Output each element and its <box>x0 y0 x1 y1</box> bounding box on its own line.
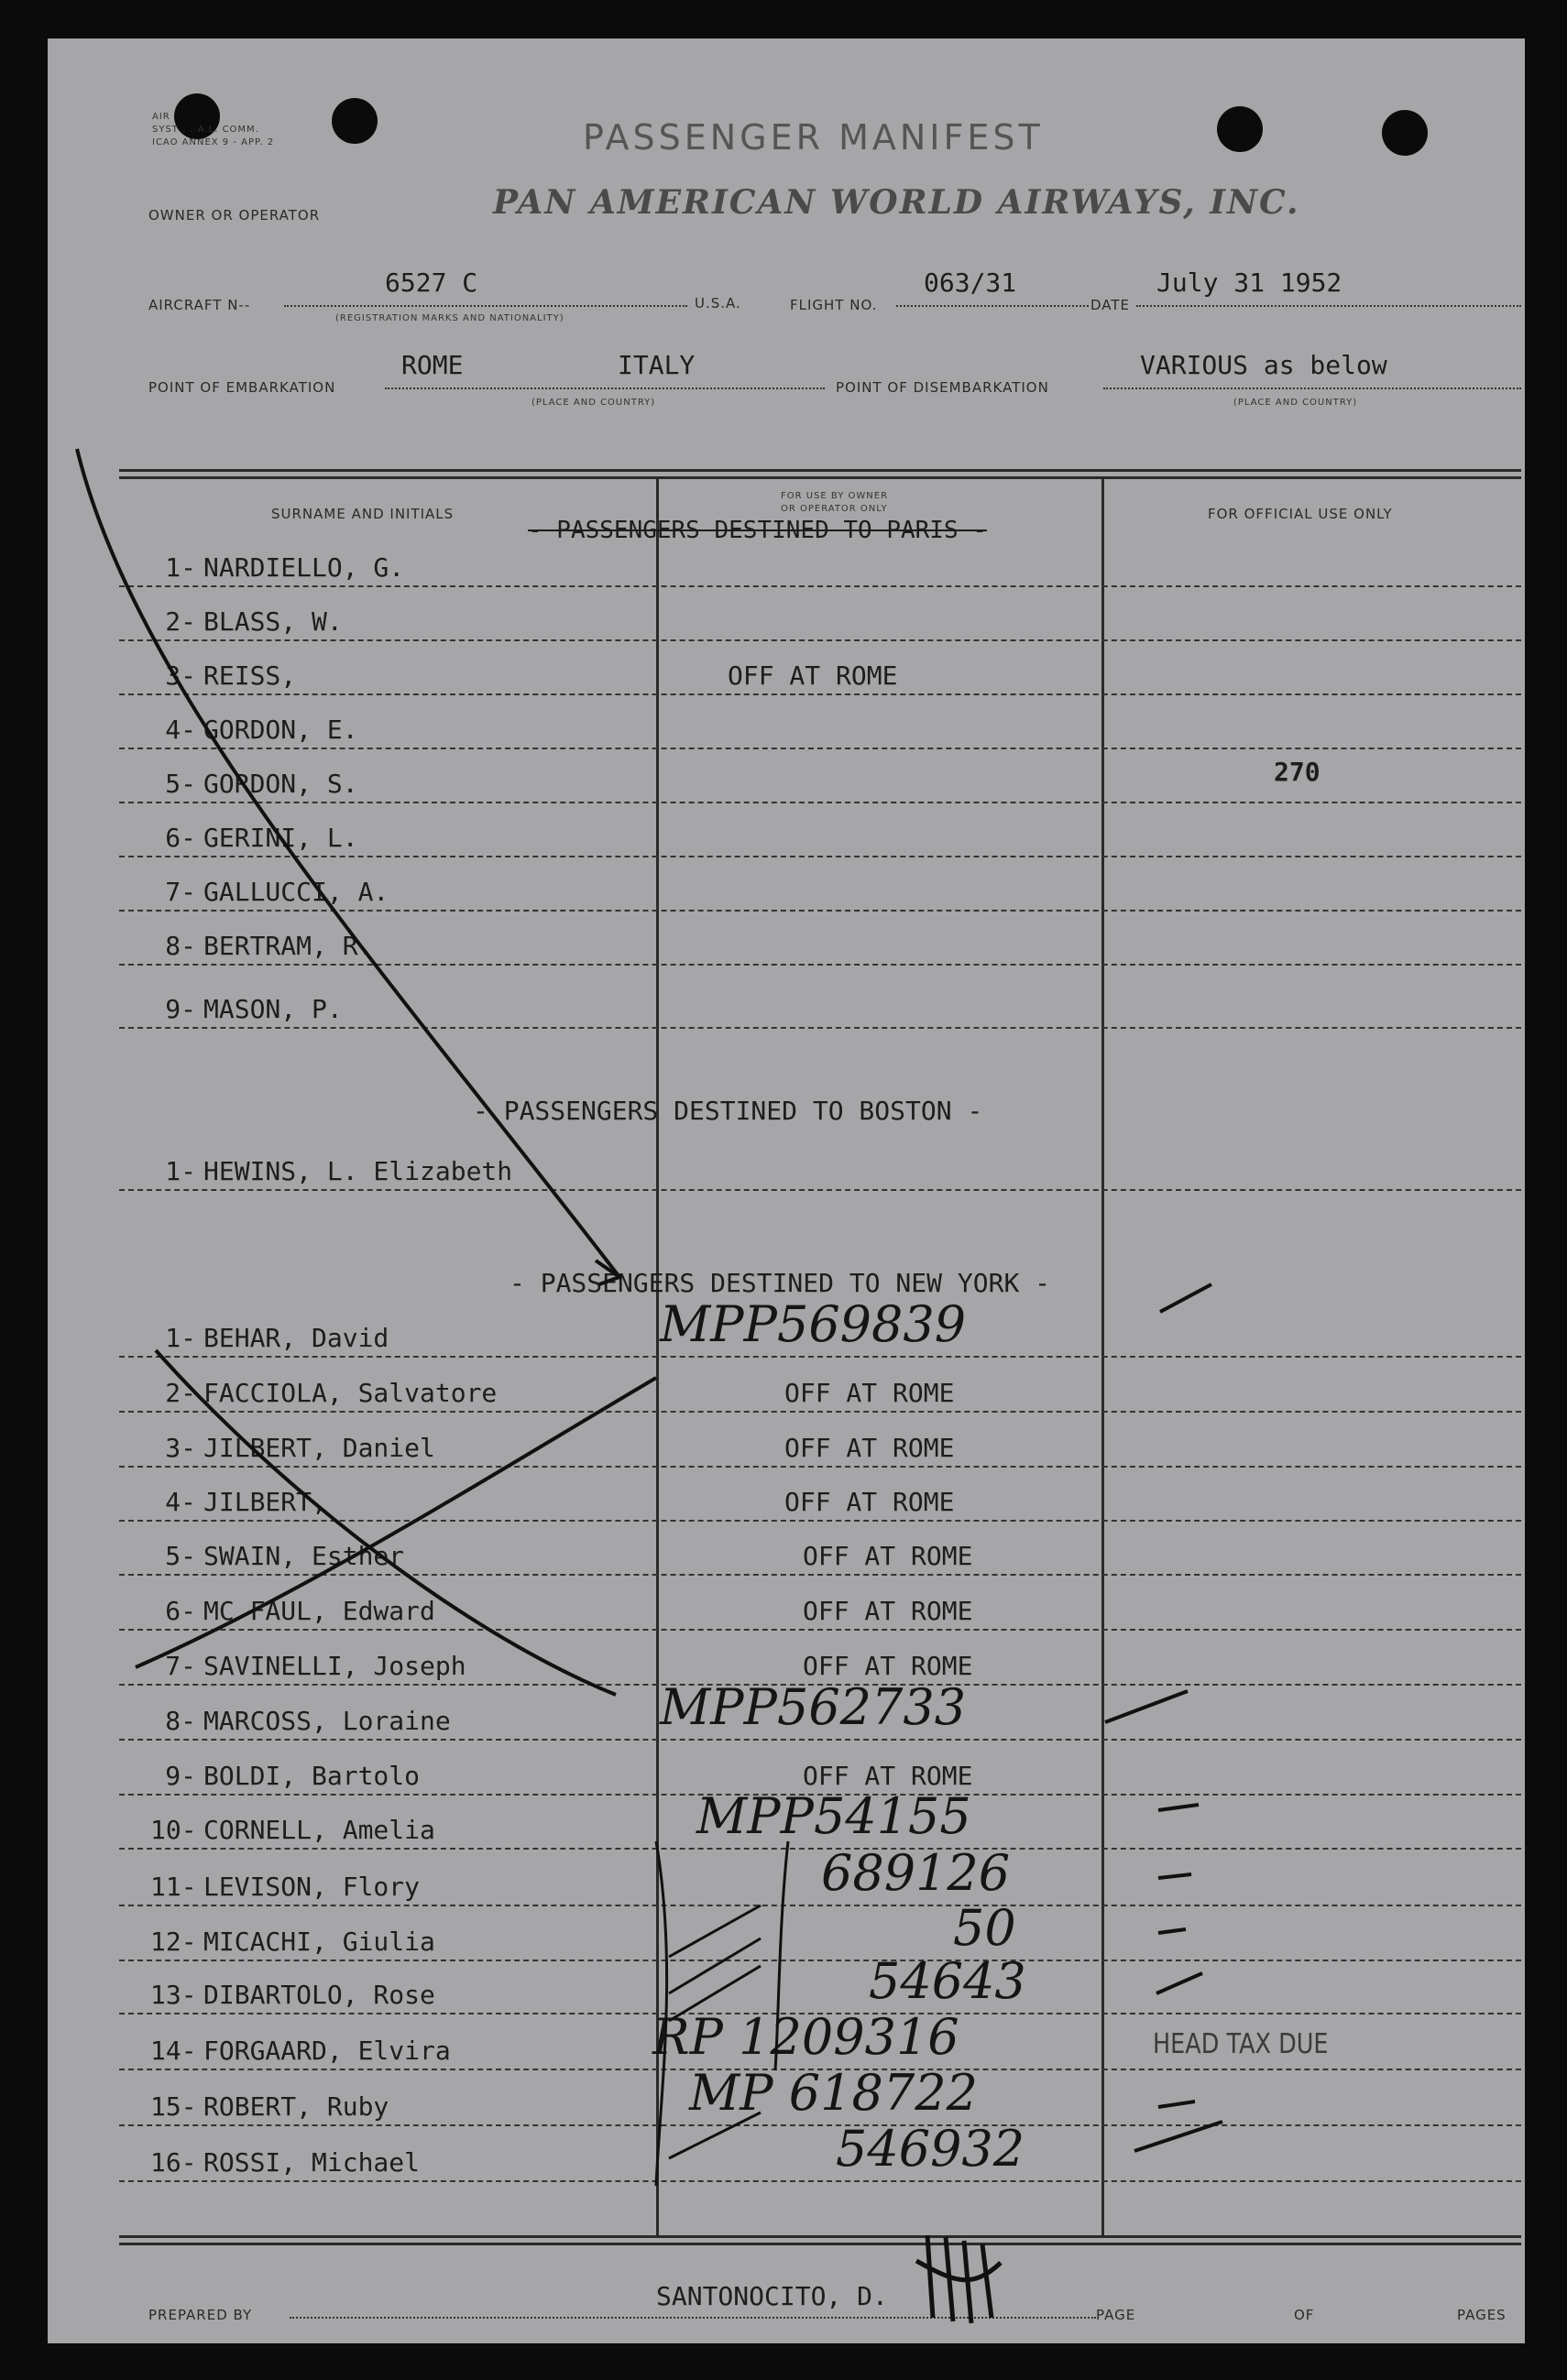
passenger-name: MASON, P. <box>203 994 343 1024</box>
embark-label: POINT OF EMBARKATION <box>148 379 336 396</box>
handwritten-number: MPP562733 <box>660 1678 967 1736</box>
place-note-2: (PLACE AND COUNTRY) <box>1233 398 1358 408</box>
remark: OFF AT ROME <box>803 1541 973 1571</box>
passenger-name: LEVISON, Flory <box>203 1872 421 1902</box>
disembark-value: VARIOUS as below <box>1140 350 1387 380</box>
row-number: 5- <box>165 769 196 799</box>
pen-tick <box>1156 1973 1202 1993</box>
pen-slash <box>669 1905 761 1957</box>
passenger-name: JILBERT, <box>203 1487 327 1517</box>
passenger-name: NARDIELLO, G. <box>203 552 405 583</box>
place-note: (PLACE AND COUNTRY) <box>531 398 656 408</box>
column-header-owner-2: OR OPERATOR ONLY <box>781 504 888 514</box>
passenger-name: SWAIN, Esther <box>203 1541 405 1571</box>
company-name: PAN AMERICAN WORLD AIRWAYS, INC. <box>493 183 1300 222</box>
of-label: OF <box>1294 2307 1315 2323</box>
pen-slash <box>669 1966 761 2021</box>
handwritten-number: 54643 <box>869 1952 1026 2010</box>
row-number: 9- <box>165 994 196 1024</box>
passenger-name: GORDON, E. <box>203 715 358 745</box>
handwritten-number: RP 1209316 <box>652 2008 959 2066</box>
pen-cross-stroke-2 <box>136 1378 656 1667</box>
flight-label: FLIGHT NO. <box>790 297 878 313</box>
row-number: 4- <box>165 715 196 745</box>
passenger-name: MARCOSS, Loraine <box>203 1706 451 1736</box>
page-label: PAGE <box>1096 2307 1136 2323</box>
row-number: 4- <box>165 1487 196 1517</box>
aircraft-label: AIRCRAFT N-- <box>148 297 251 313</box>
row-number: 6- <box>165 1596 196 1626</box>
pen-tick <box>1158 1805 1199 1810</box>
passenger-name: BOLDI, Bartolo <box>203 1761 421 1791</box>
row-number: 10- <box>150 1815 197 1845</box>
date-label: DATE <box>1090 297 1131 313</box>
handwritten-number: MPP54155 <box>696 1787 971 1845</box>
form-ref-2: SYST . . A.L. COMM. <box>152 125 259 135</box>
registration-note: (REGISTRATION MARKS AND NATIONALITY) <box>335 313 564 323</box>
row-number: 7- <box>165 1651 196 1681</box>
handwritten-number: MP 618722 <box>689 2064 978 2122</box>
pen-slash <box>669 1938 761 1993</box>
handwritten-number: 546932 <box>836 2120 1025 2178</box>
date-value: July 31 1952 <box>1156 267 1342 298</box>
row-number: 9- <box>165 1761 196 1791</box>
row-number: 1- <box>165 1323 196 1353</box>
passenger-name: REISS, <box>203 661 297 691</box>
section-new-york: - PASSENGERS DESTINED TO NEW YORK - <box>510 1268 1051 1298</box>
passenger-name: MICACHI, Giulia <box>203 1927 435 1957</box>
prepared-label: PREPARED BY <box>148 2307 253 2323</box>
row-number: 8- <box>165 1706 196 1736</box>
pen-slash <box>669 2113 761 2158</box>
form-ref-1: AIR <box>152 112 170 122</box>
row-number: 16- <box>150 2147 197 2178</box>
passenger-name: CORNELL, Amelia <box>203 1815 435 1845</box>
passenger-name: SAVINELLI, Joseph <box>203 1651 466 1681</box>
prepared-value: SANTONOCITO, D. <box>656 2281 888 2311</box>
pen-bracket-2 <box>775 1841 788 2070</box>
passenger-name: MC FAUL, Edward <box>203 1596 435 1626</box>
handwritten-number: 50 <box>953 1899 1016 1957</box>
row-number: 2- <box>165 606 196 637</box>
pen-tick <box>1158 1874 1191 1878</box>
pen-tick <box>1160 1284 1211 1312</box>
form-ref-3: ICAO ANNEX 9 - APP. 2 <box>152 137 275 147</box>
row-number: 1- <box>165 1156 196 1186</box>
passenger-name: GERINI, L. <box>203 823 358 853</box>
section-paris: - PASSENGERS DESTINED TO PARIS - <box>528 517 987 544</box>
passenger-name: ROSSI, Michael <box>203 2147 421 2178</box>
page-title: PASSENGER MANIFEST <box>583 117 1044 158</box>
official-number: 270 <box>1274 757 1320 787</box>
row-number: 12- <box>150 1927 197 1957</box>
column-header-surname: SURNAME AND INITIALS <box>271 506 455 522</box>
row-number: 6- <box>165 823 196 853</box>
passenger-name: BLASS, W. <box>203 606 343 637</box>
passenger-name: HEWINS, L. Elizabeth <box>203 1156 513 1186</box>
pen-cross-stroke-1 <box>156 1350 616 1695</box>
pen-bracket <box>656 1841 667 2186</box>
pen-strike-paris-boston <box>77 449 619 1277</box>
passenger-name: BEHAR, David <box>203 1323 389 1353</box>
pen-tick <box>1105 1691 1188 1722</box>
passenger-name: GORDON, S. <box>203 769 358 799</box>
passenger-name: JILBERT, Daniel <box>203 1433 435 1463</box>
pen-tick <box>1134 2122 1222 2151</box>
remark: OFF AT ROME <box>784 1487 955 1517</box>
column-header-official: FOR OFFICIAL USE ONLY <box>1208 506 1393 522</box>
passenger-name: ROBERT, Ruby <box>203 2091 389 2122</box>
row-number: 3- <box>165 1433 196 1463</box>
column-header-owner-1: FOR USE BY OWNER <box>781 491 889 501</box>
pages-label: PAGES <box>1457 2307 1507 2323</box>
passenger-name: FORGAARD, Elvira <box>203 2036 451 2066</box>
flight-value: 063/31 <box>924 267 1017 298</box>
passenger-name: DIBARTOLO, Rose <box>203 1980 435 2010</box>
row-number: 1- <box>165 552 196 583</box>
remark: OFF AT ROME <box>784 1433 955 1463</box>
remark: OFF AT ROME <box>728 661 898 691</box>
aircraft-value: 6527 C <box>385 267 478 298</box>
pen-tick <box>1158 2102 1195 2107</box>
row-number: 13- <box>150 1980 197 2010</box>
remark: OFF AT ROME <box>784 1378 955 1408</box>
row-number: 8- <box>165 931 196 961</box>
handwritten-number: 689126 <box>821 1844 1011 1902</box>
pen-tick <box>1158 1929 1186 1933</box>
remark: OFF AT ROME <box>803 1761 973 1791</box>
embark-city: ROME <box>401 350 464 380</box>
section-boston: - PASSENGERS DESTINED TO BOSTON - <box>473 1096 983 1126</box>
head-tax-stamp: HEAD TAX DUE <box>1153 2028 1329 2060</box>
row-number: 11- <box>150 1872 197 1902</box>
row-number: 2- <box>165 1378 196 1408</box>
passenger-name: FACCIOLA, Salvatore <box>203 1378 498 1408</box>
initials-mark <box>916 2235 1001 2323</box>
embark-country: ITALY <box>618 350 696 380</box>
row-number: 15- <box>150 2091 197 2122</box>
row-number: 7- <box>165 877 196 907</box>
passenger-name: GALLUCCI, A. <box>203 877 389 907</box>
row-number: 14- <box>150 2036 197 2066</box>
handwritten-number: MPP569839 <box>660 1295 967 1353</box>
disembark-label: POINT OF DISEMBARKATION <box>836 379 1049 396</box>
row-number: 5- <box>165 1541 196 1571</box>
passenger-name: BERTRAM, R. <box>203 931 374 961</box>
owner-label: OWNER OR OPERATOR <box>148 207 321 224</box>
row-number: 3- <box>165 661 196 691</box>
usa-label: U.S.A. <box>695 295 741 311</box>
remark: OFF AT ROME <box>803 1596 973 1626</box>
remark: OFF AT ROME <box>803 1651 973 1681</box>
